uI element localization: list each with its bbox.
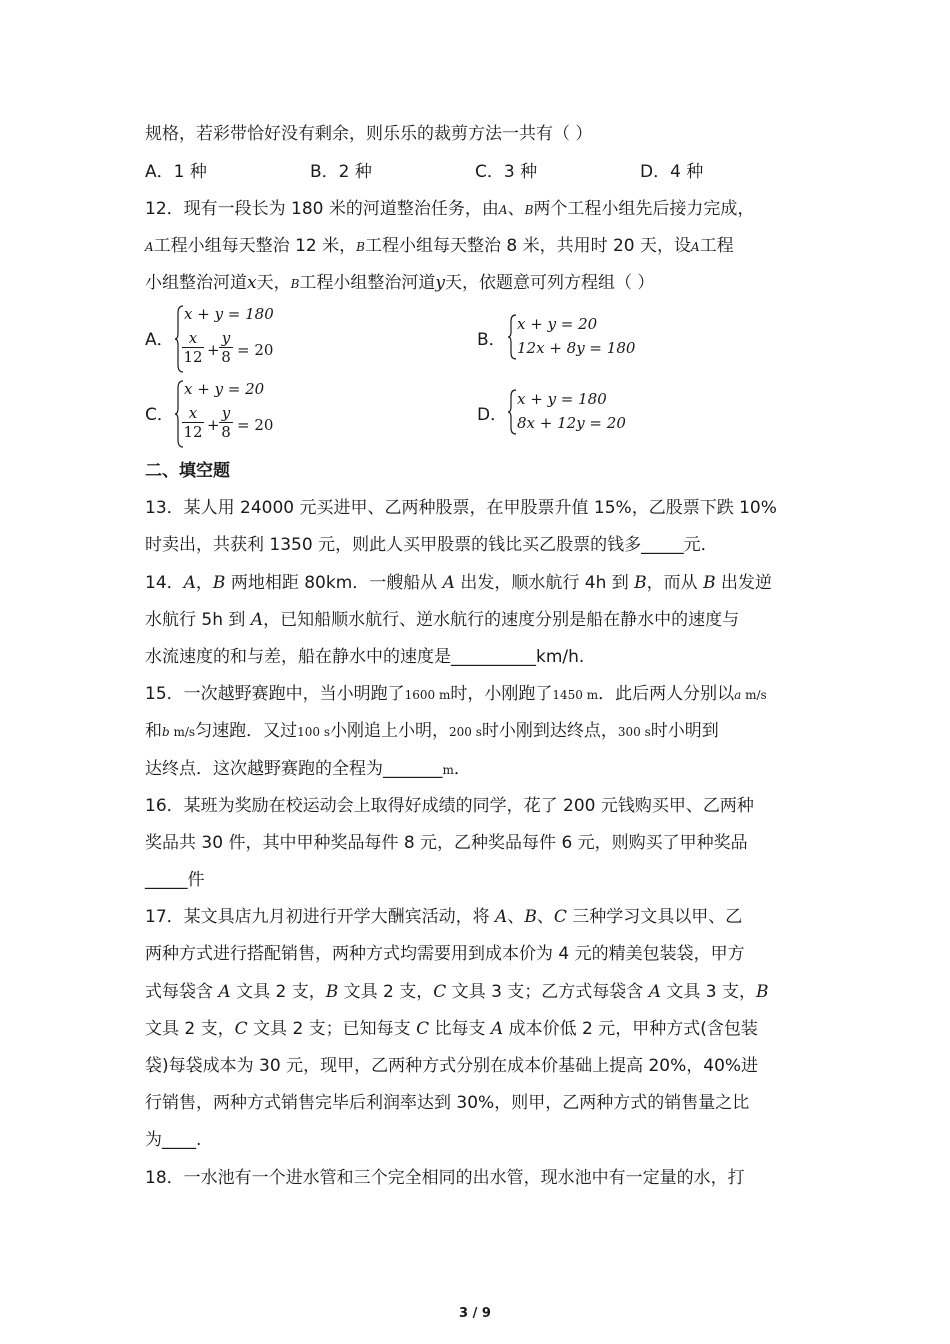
q14-line-2: 水航行 5h 到 A，已知船顺水航行、逆水航行的速度分别是船在静水中的速度与 <box>145 610 740 630</box>
page-number: 3 / 9 <box>459 1306 491 1321</box>
eq-1: x + y = 180 <box>184 305 274 323</box>
q17-line-6: 行销售，两种方式销售完毕后利润率达到 30%，则甲，乙两种方式的销售量之比 <box>145 1093 750 1113</box>
q11-text: 规格，若彩带恰好没有剩余，则乐乐的裁剪方法一共有（ ） <box>145 124 593 144</box>
eq-2-tail: = 20 <box>237 341 274 359</box>
eq-1: x + y = 20 <box>184 380 265 398</box>
q16-line-1: 16．某班为奖励在校运动会上取得好成绩的同学，花了 200 元钱购买甲、乙两种 <box>145 796 754 816</box>
brace-icon <box>507 314 517 360</box>
q17-line-5: 袋)每袋成本为 30 元，现甲，乙两种方式分别在成本价基础上提高 20%，40%进 <box>145 1056 759 1076</box>
q11-option-b: B．2 种 <box>310 162 372 182</box>
q17-line-2: 两种方式进行搭配销售，两种方式均需要用到成本价为 4 元的精美包装袋，甲方 <box>145 944 745 964</box>
q12-option-d-system <box>507 389 647 439</box>
q12-option-a-label: A． <box>145 330 174 350</box>
fraction-x-12: x 12 <box>183 329 203 366</box>
q11-option-d: D．4 种 <box>640 162 704 182</box>
eq-2: 12x + 8y = 180 <box>517 339 636 357</box>
q15-line-3: 达终点．这次越野赛跑的全程为_______m． <box>145 759 471 779</box>
q12-option-c-system <box>174 380 294 450</box>
q13-line-1: 13．某人用 24000 元买进甲、乙两种股票，在甲股票升值 15%，乙股票下跌 10% <box>145 498 777 518</box>
q11-option-c: C．3 种 <box>475 162 538 182</box>
q16-line-3: _____件 <box>145 870 205 890</box>
q17-line-4: 文具 2 支，C 文具 2 支；已知每支 C 比每支 A 成本价低 2 元，甲种方式(含包装 <box>145 1019 758 1039</box>
q12-option-d-label: D． <box>477 405 508 425</box>
fraction-x-12: x 12 <box>183 404 203 441</box>
section-heading: 二、填空题 <box>145 461 230 481</box>
q12-line-1: 12．现有一段长为 180 米的河道整治任务，由A、B两个工程小组先后接力完成， <box>145 199 755 219</box>
q16-line-2: 奖品共 30 件，其中甲种奖品每件 8 元，乙种奖品每件 6 元，则购买了甲种奖品 <box>145 833 748 853</box>
eq-1: x + y = 180 <box>517 390 607 408</box>
q17-line-7: 为____. <box>145 1130 202 1150</box>
eq-2-tail: = 20 <box>237 416 274 434</box>
fraction-y-8: y 8 <box>219 404 233 441</box>
q15-line-2: 和b m/s匀速跑．又过100 s小刚追上小明，200 s时小刚到达终点，300 s时小明到 <box>145 721 719 741</box>
q12-option-a-system <box>174 305 294 375</box>
brace-icon <box>507 389 517 435</box>
q12-option-b-system <box>507 314 647 364</box>
q17-line-1: 17．某文具店九月初进行开学大酬宾活动，将 A、B、C 三种学习文具以甲、乙 <box>145 907 743 927</box>
q12-line-2: A工程小组每天整治 12 米，B工程小组每天整治 8 米，共用时 20 天，设A工程 <box>145 236 734 256</box>
q17-line-3: 式每袋含 A 文具 2 支，B 文具 2 支，C 文具 3 支；乙方式每袋含 A 文具 3 支，B <box>145 982 769 1002</box>
q12-option-c-label: C． <box>145 405 174 425</box>
eq-2: 8x + 12y = 20 <box>517 414 626 432</box>
q12-line-3: 小组整治河道x天，B工程小组整治河道y天，依题意可列方程组（ ） <box>145 273 655 293</box>
fraction-y-8: y 8 <box>219 329 233 366</box>
q15-line-1: 15．一次越野赛跑中，当小明跑了1600 m时，小刚跑了1450 m．此后两人分别以a m/s <box>145 684 767 704</box>
q11-option-a: A．1 种 <box>145 162 207 182</box>
eq-1: x + y = 20 <box>517 315 598 333</box>
q14-line-1: 14．A，B 两地相距 80km．一艘船从 A 出发，顺水航行 4h 到 B，而从 B 出发逆 <box>145 573 772 593</box>
q14-line-3: 水流速度的和与差，船在静水中的速度是__________km/h. <box>145 647 585 667</box>
plus-sign: + <box>207 341 220 359</box>
q12-option-b-label: B． <box>477 330 506 350</box>
plus-sign: + <box>207 416 220 434</box>
q18-line-1: 18．一水池有一个进水管和三个完全相同的出水管，现水池中有一定量的水，打 <box>145 1168 745 1188</box>
q13-line-2: 时卖出，共获利 1350 元，则此人买甲股票的钱比买乙股票的钱多_____元． <box>145 535 718 555</box>
